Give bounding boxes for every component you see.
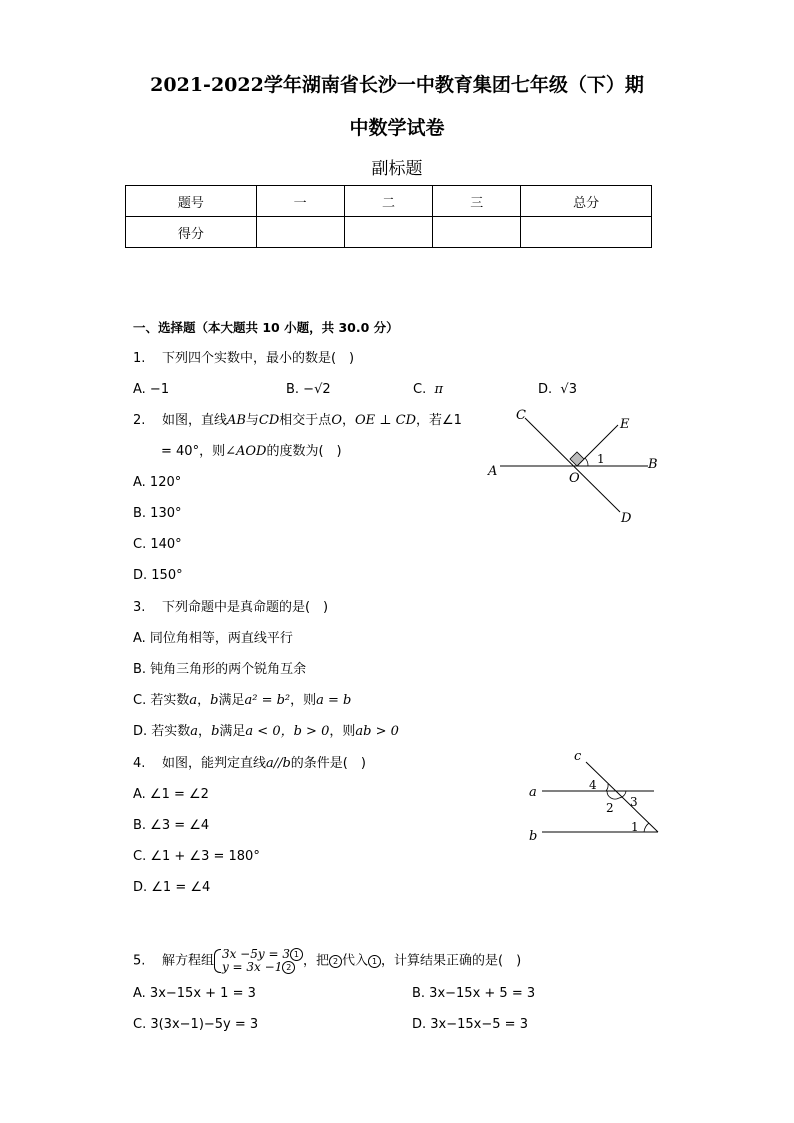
math-result: a = b	[316, 693, 352, 708]
page-title-line1: 2021-2022学年湖南省长沙一中教育集团七年级（下）期	[150, 74, 644, 96]
question-text: 下列命题中是真命题的是( )	[161, 600, 329, 615]
option-label: C.	[413, 382, 427, 397]
score-header-cell: 题号	[126, 186, 257, 217]
math-o: O	[331, 413, 342, 428]
page-title-line2: 中数学试卷	[349, 117, 445, 139]
question-1-option-a: A. −1	[133, 382, 170, 397]
score-cell	[521, 217, 652, 248]
label-o: O	[569, 471, 580, 486]
question-number: 4.	[133, 756, 146, 771]
question-4-figure	[520, 745, 670, 850]
score-cell	[344, 217, 433, 248]
option-text: ，	[197, 693, 211, 708]
equation-marker: 2	[329, 955, 342, 968]
question-text: = 40°，则	[161, 444, 226, 459]
math-result: ab > 0	[355, 724, 399, 739]
label-a: A	[488, 464, 498, 479]
question-3-option-c	[133, 692, 351, 710]
math-a: a	[189, 693, 198, 708]
option-label: D.	[538, 382, 553, 397]
question-text: 如图，能判定直线	[161, 756, 266, 771]
question-text: ，若∠1	[416, 413, 462, 428]
question-5-option-d: D. 3x−15x−5 = 3	[412, 1017, 528, 1032]
angle-1-arc	[585, 458, 588, 466]
question-text: ，	[341, 413, 355, 428]
label-angle-3: 3	[630, 795, 638, 809]
option-text: 满足	[218, 693, 245, 708]
math-b: b	[210, 693, 219, 708]
question-4-option-b: B. ∠3 = ∠4	[133, 818, 210, 833]
label-angle-4: 4	[589, 778, 597, 792]
option-text: C. 若实数	[133, 693, 190, 708]
option-text: ，则	[329, 724, 356, 739]
question-text: 的度数为( )	[266, 444, 342, 459]
question-1-option-c	[413, 381, 443, 399]
question-3-option-b: B. 钝角三角形的两个锐角互余	[133, 662, 307, 677]
math-equation: a² = b²	[244, 693, 291, 708]
label-d: D	[621, 511, 632, 526]
math-b: b	[211, 724, 220, 739]
question-text: ，计算结果正确的是( )	[381, 953, 522, 969]
option-text: ，则	[290, 693, 317, 708]
question-3-option-a: A. 同位角相等，两直线平行	[133, 631, 293, 646]
question-2-figure	[480, 400, 670, 535]
question-2-stem-line1	[133, 412, 462, 430]
question-number: 1.	[133, 351, 146, 366]
label-angle-1: 1	[597, 452, 605, 466]
line-cd	[525, 418, 620, 512]
option-text: 满足	[219, 724, 246, 739]
label-angle-2: 2	[606, 801, 614, 815]
score-table-score-row	[126, 217, 652, 248]
question-number: 2.	[133, 413, 146, 428]
question-number: 3.	[133, 600, 146, 615]
option-value: √3	[560, 382, 577, 397]
option-text: ，	[198, 724, 212, 739]
question-2-option-d: D. 150°	[133, 568, 183, 583]
question-1-option-d	[538, 381, 577, 399]
label-c: c	[574, 749, 582, 764]
question-1-option-b: B. −√2	[286, 382, 331, 397]
question-number: 5.	[133, 953, 146, 969]
score-table-header-row	[126, 186, 652, 217]
question-text: ，把	[302, 953, 329, 969]
equation-system	[214, 948, 303, 974]
question-5-option-c: C. 3(3x−1)−5y = 3	[133, 1017, 259, 1032]
question-text: 下列四个实数中，最小的数是( )	[161, 351, 355, 366]
question-5-stem	[133, 948, 521, 975]
question-5-option-a: A. 3x−15x + 1 = 3	[133, 986, 256, 1001]
question-text: 解方程组	[161, 953, 214, 969]
question-3-option-d	[133, 723, 399, 741]
label-angle-1: 1	[631, 820, 639, 834]
label-b: b	[529, 829, 538, 844]
question-text: 相交于点	[279, 413, 332, 428]
math-aod: ∠AOD	[225, 444, 267, 459]
equation-marker: 1	[368, 955, 381, 968]
score-cell	[256, 217, 344, 248]
question-2-option-a: A. 120°	[133, 475, 182, 490]
option-value: π	[434, 382, 444, 397]
equation-1: 3x −5y = 3	[221, 947, 290, 961]
angle-4-arc	[606, 784, 608, 791]
section-heading: 一、选择题（本大题共 10 小题，共 30.0 分）	[133, 320, 399, 335]
math-ab: AB	[226, 413, 246, 428]
question-5-option-b: B. 3x−15x + 5 = 3	[412, 986, 536, 1001]
question-3-stem	[133, 599, 328, 617]
math-a-parallel-b: a//b	[265, 756, 291, 771]
question-text: 与	[245, 413, 259, 428]
score-header-cell: 三	[433, 186, 521, 217]
question-2-option-c: C. 140°	[133, 537, 182, 552]
question-2-stem-line2	[161, 443, 342, 461]
question-4-option-c: C. ∠1 + ∠3 = 180°	[133, 849, 260, 864]
score-header-cell: 一	[256, 186, 344, 217]
math-equation: a < 0，b > 0	[245, 724, 330, 739]
label-b: B	[648, 457, 658, 472]
angle-1-arc	[644, 823, 649, 832]
question-text: 如图，直线	[161, 413, 227, 428]
score-table	[125, 185, 652, 248]
question-1-stem	[133, 350, 354, 368]
question-4-stem	[133, 755, 366, 773]
question-4-option-d: D. ∠1 = ∠4	[133, 880, 211, 895]
label-c: C	[516, 408, 526, 423]
math-oe-perp-cd: OE ⊥ CD	[355, 413, 417, 428]
question-text: 代入	[341, 953, 368, 969]
option-text: D. 若实数	[133, 724, 191, 739]
right-angle-mark	[570, 452, 584, 466]
score-row-label: 得分	[126, 217, 257, 248]
equation-2: y = 3x −1	[221, 960, 283, 974]
equation-2-marker: 2	[282, 961, 295, 974]
math-cd: CD	[258, 413, 280, 428]
question-4-option-a: A. ∠1 = ∠2	[133, 787, 209, 802]
score-header-cell: 总分	[521, 186, 652, 217]
score-cell	[433, 217, 521, 248]
equation-1-marker: 1	[290, 948, 303, 961]
label-e: E	[620, 417, 630, 432]
label-a: a	[529, 785, 537, 800]
math-a: a	[190, 724, 199, 739]
page-subtitle: 副标题	[371, 159, 423, 179]
score-header-cell: 二	[344, 186, 433, 217]
question-text: 的条件是( )	[290, 756, 366, 771]
question-2-option-b: B. 130°	[133, 506, 182, 521]
